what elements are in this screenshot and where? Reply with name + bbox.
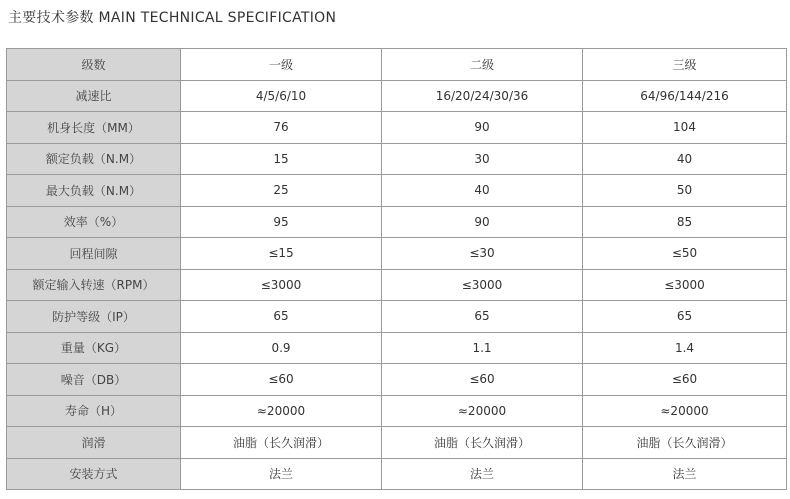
value-cell: ≤3000 — [181, 269, 382, 301]
table-row — [7, 269, 787, 301]
value-cell: 0.9 — [181, 332, 382, 364]
value-cell: ≈20000 — [181, 395, 382, 427]
value-cell: 16/20/24/30/36 — [382, 80, 583, 112]
page-title: 主要技术参数 MAIN TECHNICAL SPECIFICATION — [8, 10, 337, 26]
value-cell: 40 — [583, 143, 787, 175]
table-row — [7, 206, 787, 238]
table-row — [7, 301, 787, 333]
value-cell: 90 — [382, 112, 583, 144]
value-cell: 76 — [181, 112, 382, 144]
row-label-cell: 额定负载（N.M） — [7, 143, 181, 175]
header-stage-cell: 二级 — [382, 49, 583, 81]
row-label-cell: 额定输入转速（RPM） — [7, 269, 181, 301]
value-cell: 法兰 — [181, 458, 382, 490]
row-label-cell: 效率（%） — [7, 206, 181, 238]
value-cell: 30 — [382, 143, 583, 175]
value-cell: ≤3000 — [583, 269, 787, 301]
row-label-cell: 寿命（H） — [7, 395, 181, 427]
header-stage-cell: 三级 — [583, 49, 787, 81]
value-cell: ≤60 — [181, 364, 382, 396]
header-label-cell: 级数 — [7, 49, 181, 81]
value-cell: ≤50 — [583, 238, 787, 270]
value-cell: 104 — [583, 112, 787, 144]
value-cell: 法兰 — [583, 458, 787, 490]
table-header-row — [7, 49, 787, 81]
row-label-cell: 回程间隙 — [7, 238, 181, 270]
table-row — [7, 112, 787, 144]
table-row — [7, 80, 787, 112]
value-cell: 64/96/144/216 — [583, 80, 787, 112]
value-cell: 4/5/6/10 — [181, 80, 382, 112]
value-cell: 法兰 — [382, 458, 583, 490]
value-cell: 65 — [382, 301, 583, 333]
value-cell: ≤60 — [382, 364, 583, 396]
row-label-cell: 最大负载（N.M） — [7, 175, 181, 207]
value-cell: 65 — [181, 301, 382, 333]
value-cell: ≤15 — [181, 238, 382, 270]
value-cell: 95 — [181, 206, 382, 238]
row-label-cell: 防护等级（IP） — [7, 301, 181, 333]
value-cell: ≈20000 — [382, 395, 583, 427]
value-cell: 40 — [382, 175, 583, 207]
table-row — [7, 238, 787, 270]
table-row — [7, 458, 787, 490]
row-label-cell: 机身长度（MM） — [7, 112, 181, 144]
value-cell: 50 — [583, 175, 787, 207]
value-cell: 1.4 — [583, 332, 787, 364]
value-cell: 85 — [583, 206, 787, 238]
row-label-cell: 噪音（DB） — [7, 364, 181, 396]
table-row — [7, 143, 787, 175]
table-row — [7, 427, 787, 459]
row-label-cell: 减速比 — [7, 80, 181, 112]
table-row — [7, 332, 787, 364]
header-stage-cell: 一级 — [181, 49, 382, 81]
table-row — [7, 395, 787, 427]
row-label-cell: 安装方式 — [7, 458, 181, 490]
row-label-cell: 重量（KG） — [7, 332, 181, 364]
value-cell: 油脂（长久润滑） — [181, 427, 382, 459]
value-cell: 25 — [181, 175, 382, 207]
value-cell: 15 — [181, 143, 382, 175]
value-cell: ≤30 — [382, 238, 583, 270]
table-row — [7, 364, 787, 396]
table-row — [7, 175, 787, 207]
value-cell: 油脂（长久润滑） — [382, 427, 583, 459]
value-cell: 65 — [583, 301, 787, 333]
value-cell: ≤3000 — [382, 269, 583, 301]
value-cell: ≤60 — [583, 364, 787, 396]
value-cell: 90 — [382, 206, 583, 238]
value-cell: 油脂（长久润滑） — [583, 427, 787, 459]
value-cell: 1.1 — [382, 332, 583, 364]
row-label-cell: 润滑 — [7, 427, 181, 459]
value-cell: ≈20000 — [583, 395, 787, 427]
spec-table — [6, 48, 787, 490]
